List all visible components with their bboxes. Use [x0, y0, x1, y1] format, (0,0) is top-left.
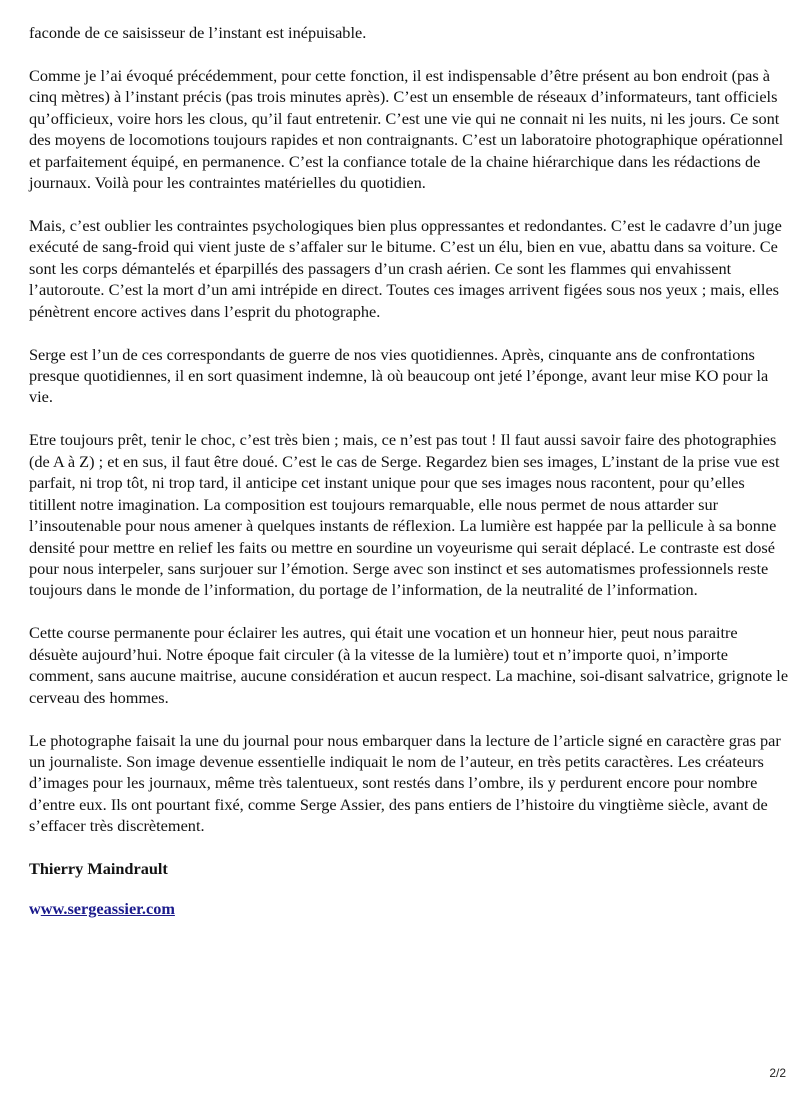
- paragraph-4: Serge est l’un de ces correspondants de guerre de nos vies quotidiennes. Après, cinquante ans de confrontations presque quotidiennes, il en sort quasiment indemne, là où beaucoup ont jeté l’éponge, avant leur mise KO pour la vie.: [29, 344, 769, 407]
- paragraph-1: faconde de ce saisisseur de l’instant est inépuisable.: [29, 23, 367, 42]
- paragraph-7: Le photographe faisait la une du journal pour nous embarquer dans la lecture de l’article signé en caractère gras par un journaliste. Son image devenue essentielle indiquait le nom de l’auteur, en très petits caractères. Les créateurs d’images pour les journaux, même très talentueux, sont restés dans l’ombre, ils y perdurent encore pour nombre d’entre eux. Ils ont pourtant fixé, comme Serge Assier, des pans entiers de l’histoire du vingtième siècle, avant de s’effacer très discrètement.: [29, 730, 781, 836]
- page-number: 2/2: [769, 1066, 786, 1080]
- website-link-prefix: w: [29, 898, 41, 918]
- document-page: [29, 22, 789, 919]
- website-link-line: [29, 898, 789, 919]
- author-signature: Thierry Maindrault: [29, 859, 168, 879]
- paragraph-2: Comme je l’ai évoqué précédemment, pour cette fonction, il est indispensable d’être présent au bon endroit (pas à cinq mètres) à l’instant précis (pas trois minutes après). C’est un ensemble de réseaux d’informateurs, tant officiels qu’officieux, voire hors les clous, qu’il faut entretenir. C’est une vie qui ne connait ni les nuits, ni les jours. Ce sont des moyens de locomotions toujours rapides et non contraignants. C’est un laboratoire photographique opérationnel et parfaitement équipé, en permanence. C’est la confiance totale de la chaine hiérarchique dans les rédactions de journaux. Voilà pour les contraintes matérielles du quotidien.: [29, 66, 784, 193]
- paragraph-3: Mais, c’est oublier les contraintes psychologiques bien plus oppressantes et redondantes. C’est le cadavre d’un juge exécuté de sang-froid qui vient juste de s’affaler sur le bitume. C’est un élu, bien en vue, abattu dans sa voiture. Ce sont les corps démantelés et éparpillés des passagers d’un crash aérien. Ce sont les flammes qui envahissent l’autoroute. C’est la mort d’un ami intrépide en direct. Toutes ces images arrivent figées sous nos yeux ; mais, elles pénètrent encore actives dans l’esprit du photographe.: [29, 216, 782, 321]
- website-link[interactable]: ww.sergeassier.com: [40, 898, 175, 918]
- paragraph-5: Etre toujours prêt, tenir le choc, c’est très bien ; mais, ce n’est pas tout ! Il faut aussi savoir faire des photographies (de A à Z) ; et en sus, il faut être doué. C’est le cas de Serge. Regardez bien ses images, L’instant de la prise vue est parfait, ni trop tôt, ni trop tard, il anticipe cet instant unique pour que ses images nous racontent, pour qu’elles titillent notre imagination. La composition est toujours remarquable, elle nous permet de nous attarder sur l’insoutenable pour nous amener à quelques instants de réflexion. La lumière est happée par la pellicule à sa bonne densité pour mettre en relief les faits ou mettre en sourdine un voyeurisme qui serait déplacé. Le contraste est dosé pour nous interpeler, sans surjouer sur l’émotion. Serge avec son instinct et ses automatismes professionnels reste toujours dans le monde de l’information, du portage de l’information, de la neutralité de l’information.: [29, 430, 780, 600]
- paragraph-6: Cette course permanente pour éclairer les autres, qui était une vocation et un honneur hier, peut nous paraitre désuète aujourd’hui. Notre époque fait circuler (à la vitesse de la lumière) tout et n’importe quoi, n’importe comment, sans aucune maitrise, aucune considération et aucun respect. La machine, soi-disant salvatrice, grignote le cerveau des hommes.: [29, 623, 789, 707]
